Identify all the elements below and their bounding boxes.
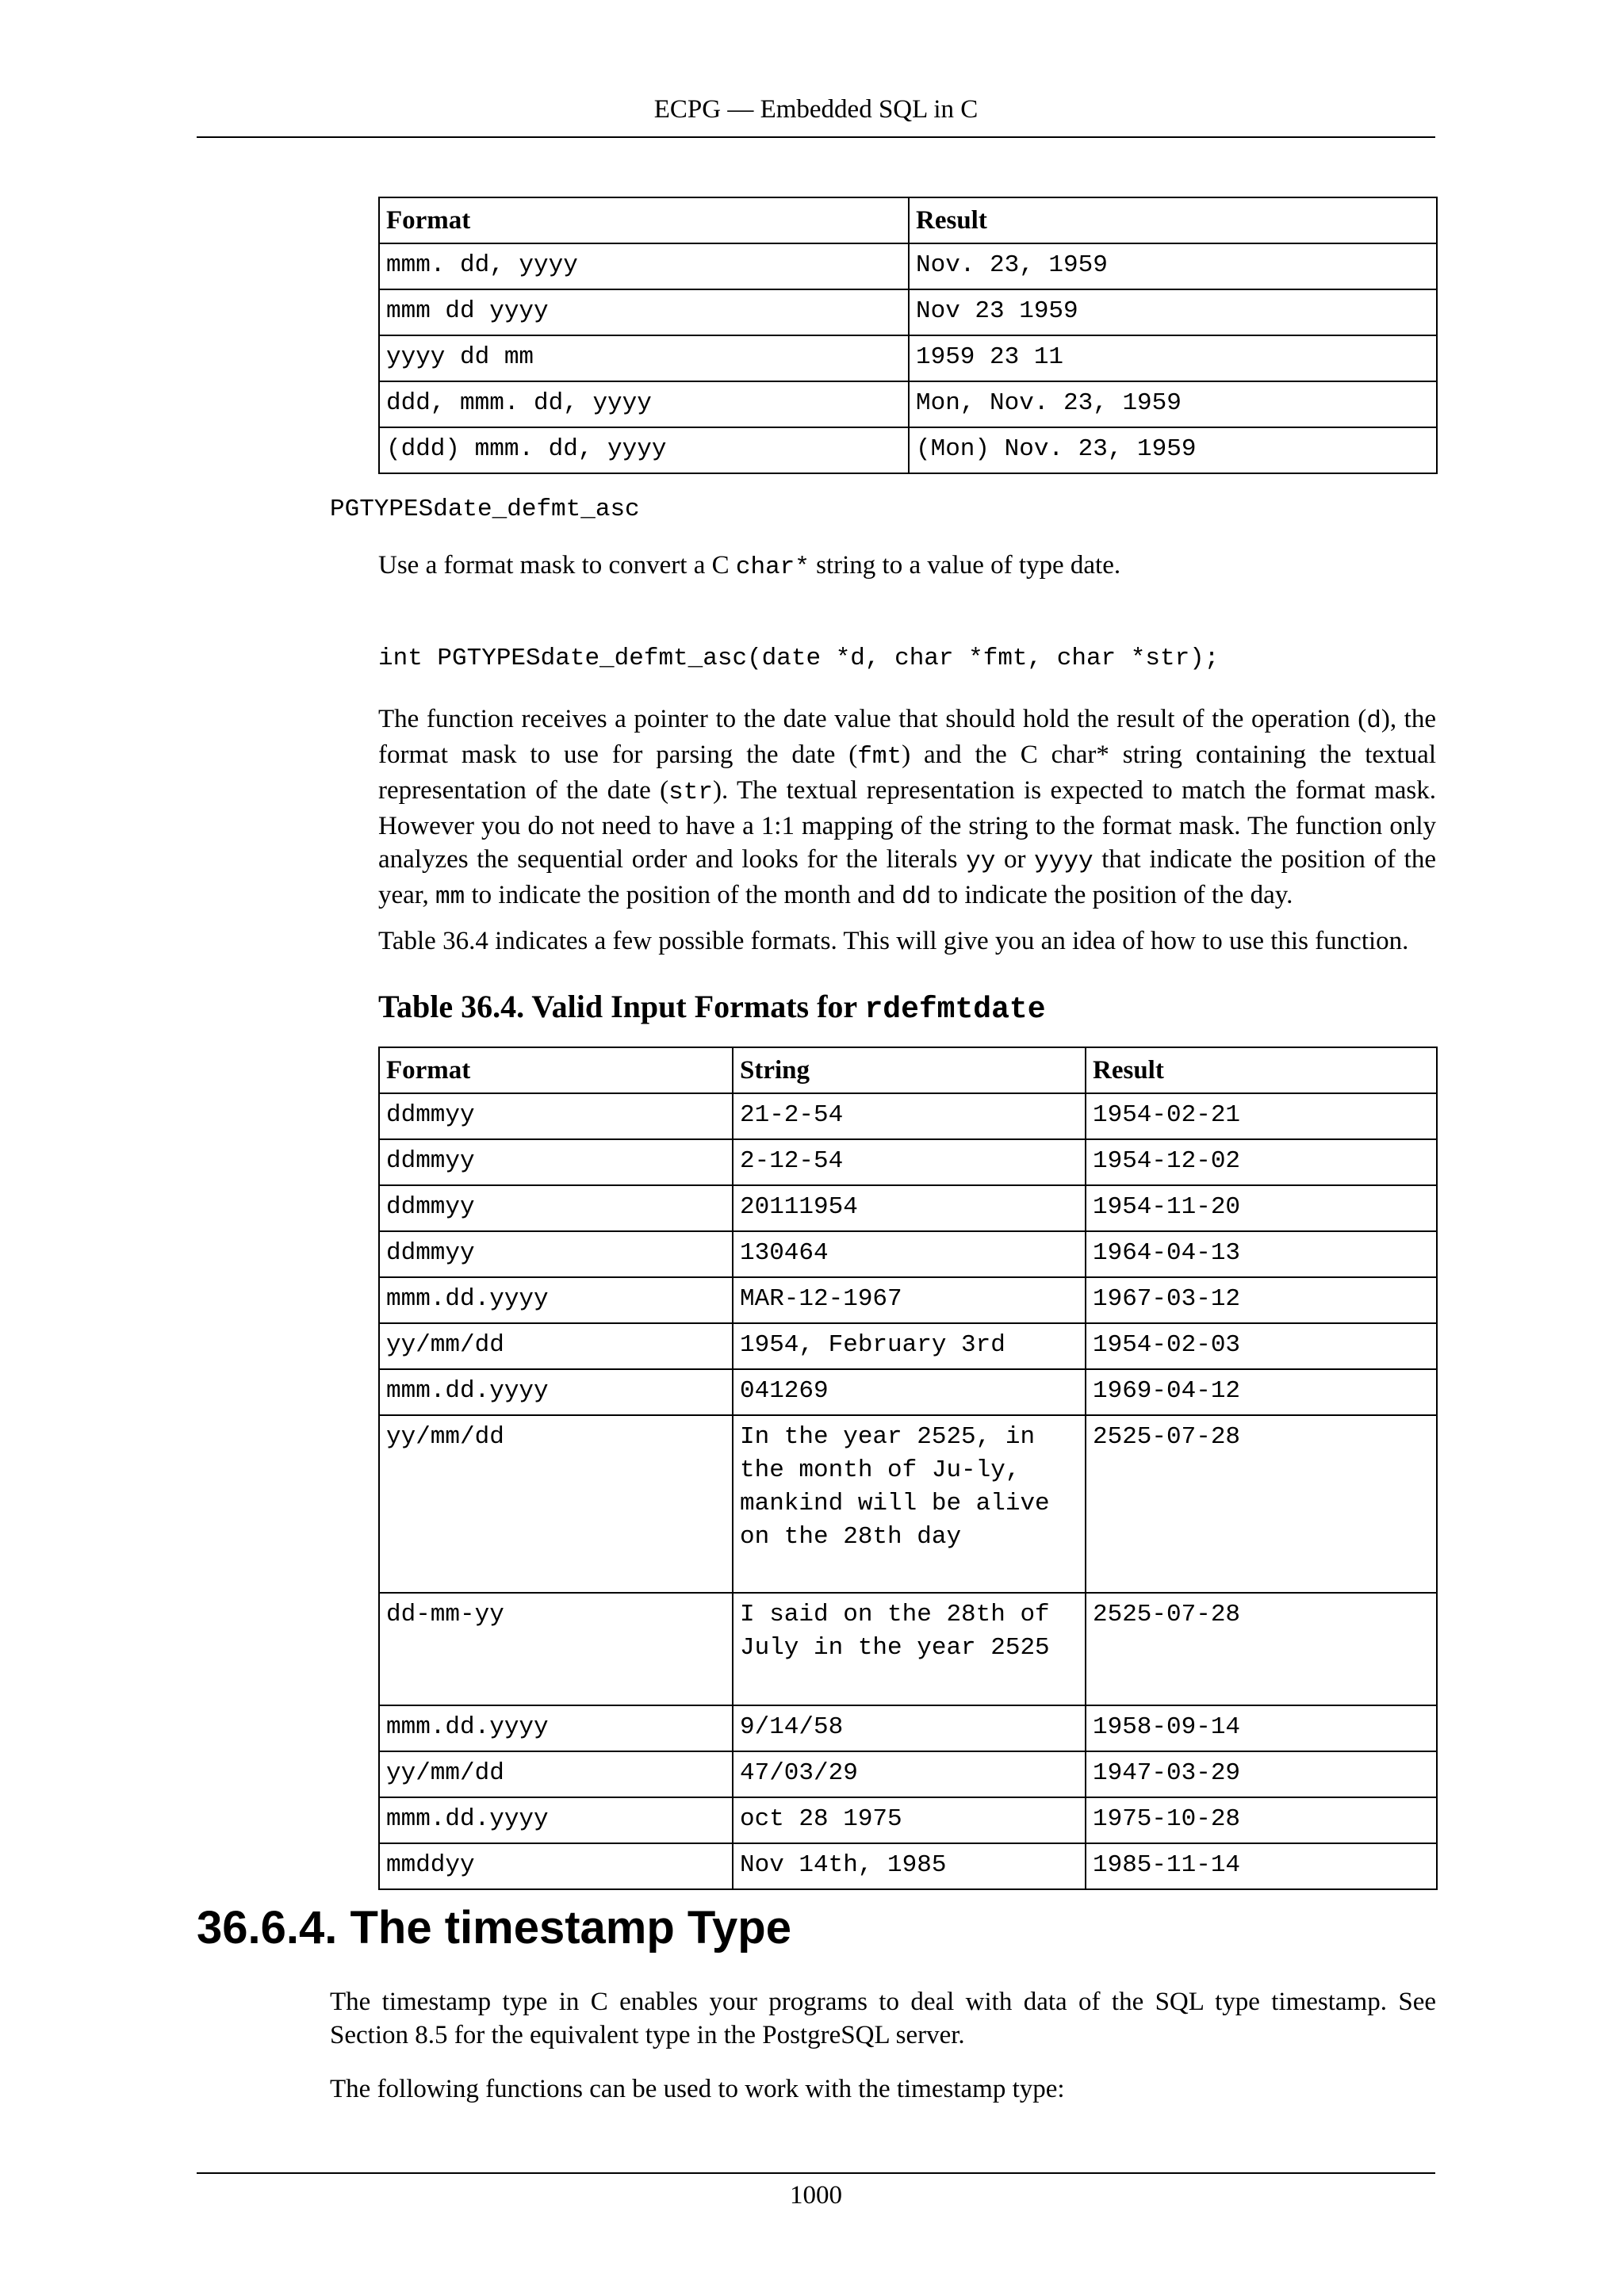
table-caption: [378, 987, 1046, 1030]
format-cell: mmm.dd.yyyy: [379, 1705, 733, 1751]
result-cell: (Mon) Nov. 23, 1959: [909, 427, 1437, 473]
format-cell: (ddd) mmm. dd, yyyy: [379, 427, 909, 473]
table-reference-paragraph: Table 36.4 indicates a few possible formats. This will give you an idea of how to use this function.: [378, 927, 1409, 955]
result-cell: 1954-02-21: [1086, 1093, 1437, 1139]
result-cell: 1975-10-28: [1086, 1797, 1437, 1843]
description-text: ), the format mask to use for parsing the date (: [378, 705, 1436, 769]
inline-code: char*: [735, 553, 810, 581]
inline-code: yyyy: [1034, 848, 1094, 875]
format-cell: mmm.dd.yyyy: [379, 1797, 733, 1843]
string-cell: 21-2-54: [733, 1093, 1086, 1139]
function-term: PGTYPESdate_defmt_asc: [330, 496, 640, 523]
format-cell: ddmmyy: [379, 1185, 733, 1231]
section-heading: 36.6.4. The timestamp Type: [197, 1902, 791, 1954]
input-formats-table: [378, 1047, 1438, 1890]
result-cell: 1969-04-12: [1086, 1369, 1437, 1415]
inline-code: yy: [966, 848, 996, 875]
timestamp-intro-paragraph: The timestamp type in C enables your programs to deal with data of the SQL type timestamp. See Section 8.5 for the equivalent type in the PostgreSQL server.: [330, 1988, 1436, 2049]
table-row: [379, 1751, 1437, 1797]
result-cell: 1959 23 11: [909, 335, 1437, 381]
table-row: [379, 335, 1437, 381]
inline-code: str: [668, 779, 713, 806]
table-header-row: [379, 197, 1437, 243]
function-description: [378, 702, 1436, 914]
result-cell: 1954-11-20: [1086, 1185, 1437, 1231]
page-number: 1000: [790, 2181, 842, 2210]
result-cell: Nov 23 1959: [909, 289, 1437, 335]
table-row: [379, 1093, 1437, 1139]
table-row: [379, 1369, 1437, 1415]
string-cell: 20111954: [733, 1185, 1086, 1231]
string-cell: In the year 2525, in the month of Ju-ly, mankind will be alive on the 28th day: [733, 1415, 1086, 1593]
format-cell: yy/mm/dd: [379, 1751, 733, 1797]
format-cell: dd-mm-yy: [379, 1593, 733, 1705]
table-header-row: [379, 1047, 1437, 1093]
footer-divider: [197, 2172, 1435, 2174]
string-cell: I said on the 28th of July in the year 2525: [733, 1593, 1086, 1705]
result-cell: Nov. 23, 1959: [909, 243, 1437, 289]
format-cell: mmm. dd, yyyy: [379, 243, 909, 289]
table-row: [379, 1593, 1437, 1705]
string-cell: 9/14/58: [733, 1705, 1086, 1751]
table-row: [379, 1705, 1437, 1751]
table-row: [379, 1797, 1437, 1843]
result-cell: 1967-03-12: [1086, 1277, 1437, 1323]
string-cell: Nov 14th, 1985: [733, 1843, 1086, 1889]
description-text: ) and the C char* string containing the textual representation of the date (: [378, 740, 1436, 805]
table-row: [379, 243, 1437, 289]
format-cell: ddmmyy: [379, 1093, 733, 1139]
format-cell: mmm.dd.yyyy: [379, 1277, 733, 1323]
string-cell: 1954, February 3rd: [733, 1323, 1086, 1369]
caption-code: rdefmtdate: [864, 993, 1046, 1027]
table-row: [379, 1185, 1437, 1231]
inline-code: d: [1366, 707, 1381, 735]
function-signature: int PGTYPESdate_defmt_asc(date *d, char *fmt, char *str);: [378, 645, 1220, 672]
table-row: [379, 1231, 1437, 1277]
column-header-string: String: [733, 1047, 1086, 1093]
column-header-result: Result: [909, 197, 1437, 243]
inline-code: mm: [435, 883, 465, 911]
result-cell: 1958-09-14: [1086, 1705, 1437, 1751]
table-row: [379, 289, 1437, 335]
string-cell: 47/03/29: [733, 1751, 1086, 1797]
format-cell: yyyy dd mm: [379, 335, 909, 381]
result-cell: 2525-07-28: [1086, 1415, 1437, 1593]
table-row: [379, 1277, 1437, 1323]
intro-text: string to a value of type date.: [809, 551, 1121, 580]
column-header-result: Result: [1086, 1047, 1437, 1093]
running-header: ECPG — Embedded SQL in C: [653, 95, 979, 124]
format-cell: mmm.dd.yyyy: [379, 1369, 733, 1415]
table-row: [379, 427, 1437, 473]
result-cell: 1947-03-29: [1086, 1751, 1437, 1797]
table-row: [379, 1843, 1437, 1889]
description-text: or: [995, 845, 1035, 874]
format-cell: yy/mm/dd: [379, 1415, 733, 1593]
inline-code: fmt: [857, 743, 902, 771]
table-row: [379, 1415, 1437, 1593]
format-cell: ddmmyy: [379, 1231, 733, 1277]
result-cell: Mon, Nov. 23, 1959: [909, 381, 1437, 427]
caption-text: Table 36.4. Valid Input Formats for: [378, 989, 865, 1024]
format-cell: mmddyy: [379, 1843, 733, 1889]
table-row: [379, 1323, 1437, 1369]
string-cell: 041269: [733, 1369, 1086, 1415]
string-cell: 130464: [733, 1231, 1086, 1277]
result-cell: 1954-12-02: [1086, 1139, 1437, 1185]
column-header-format: Format: [379, 197, 909, 243]
table-row: [379, 381, 1437, 427]
format-cell: yy/mm/dd: [379, 1323, 733, 1369]
description-text: to indicate the position of the month and: [465, 881, 902, 909]
string-cell: oct 28 1975: [733, 1797, 1086, 1843]
format-result-table: [378, 197, 1438, 474]
description-text: ). The textual representation is expected to match the format mask. However you do not need to have a 1:1 mapping of the string to the format mask. The function only analyzes the sequential order and looks for the literals: [378, 776, 1437, 874]
result-cell: 1964-04-13: [1086, 1231, 1437, 1277]
format-cell: ddmmyy: [379, 1139, 733, 1185]
intro-text: Use a format mask to convert a C: [378, 551, 736, 580]
description-text: to indicate the position of the day.: [931, 881, 1293, 909]
column-header-format: Format: [379, 1047, 733, 1093]
header-divider: [197, 136, 1435, 138]
timestamp-functions-paragraph: The following functions can be used to work with the timestamp type:: [330, 2075, 1065, 2103]
description-text: that indicate the position of the year,: [378, 845, 1436, 909]
function-intro: [378, 549, 1436, 584]
format-cell: ddd, mmm. dd, yyyy: [379, 381, 909, 427]
description-text: The function receives a pointer to the date value that should hold the result of the operation (: [378, 705, 1367, 733]
result-cell: 1954-02-03: [1086, 1323, 1437, 1369]
result-cell: 1985-11-14: [1086, 1843, 1437, 1889]
string-cell: MAR-12-1967: [733, 1277, 1086, 1323]
result-cell: 2525-07-28: [1086, 1593, 1437, 1705]
table-row: [379, 1139, 1437, 1185]
format-cell: mmm dd yyyy: [379, 289, 909, 335]
string-cell: 2-12-54: [733, 1139, 1086, 1185]
inline-code: dd: [902, 883, 932, 911]
